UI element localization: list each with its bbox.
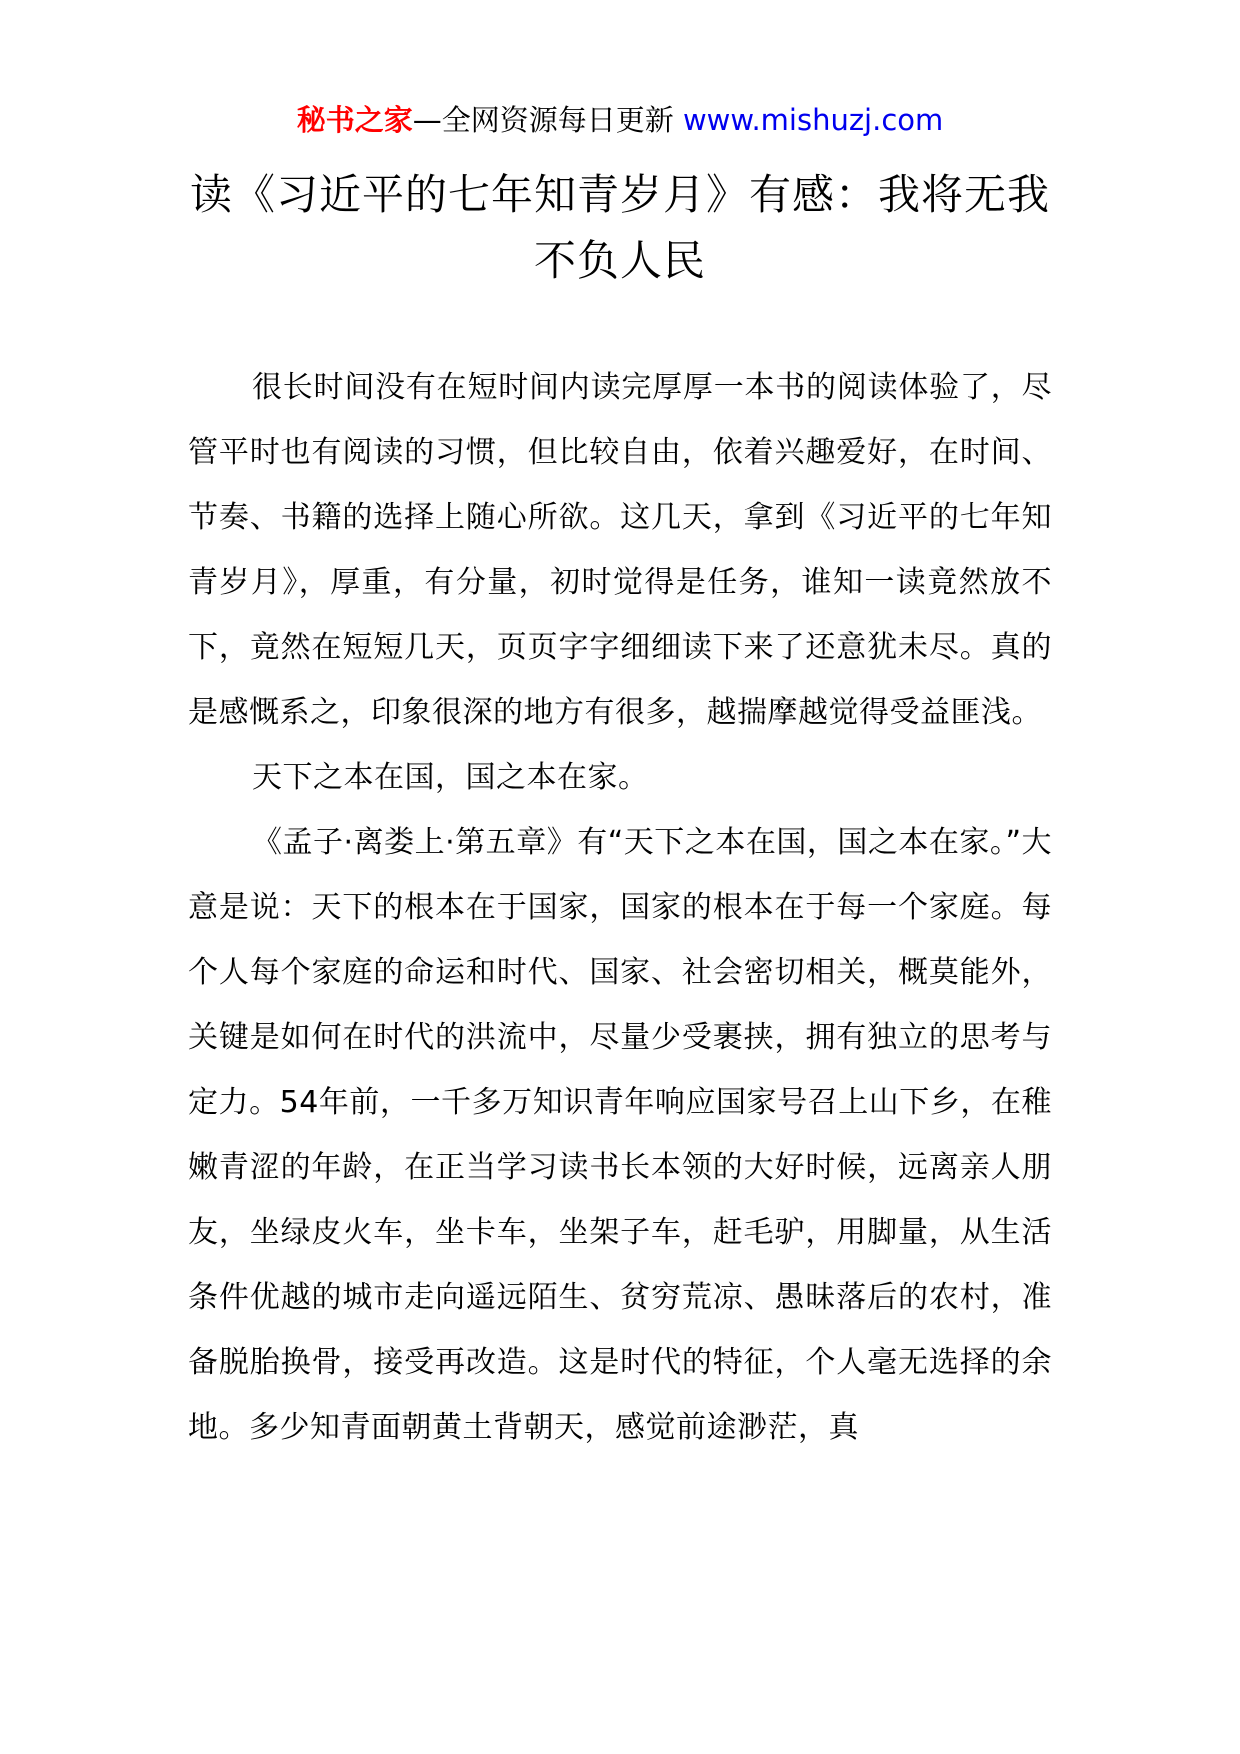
paragraph: 很长时间没有在短时间内读完厚厚一本书的阅读体验了，尽管平时也有阅读的习惯，但比较自由，依着兴趣爱好，在时间、节奏、书籍的选择上随心所欲。这几天，拿到《习近平的七年知青岁月》，厚重，有分量，初时觉得是任务，谁知一读竟然放不下，竟然在短短几天，页页字字细细读下来了还意犹未尽。真的是感慨系之，印象很深的地方有很多，越揣摩越觉得受益匪浅。 [188, 370, 1052, 730]
document-title: 读《习近平的七年知青岁月》有感：我将无我不负人民 [189, 170, 1050, 285]
paragraph: 天下之本在国，国之本在家。 [252, 760, 649, 795]
site-name: 秘书之家 [296, 103, 413, 137]
site-url-link[interactable]: www.mishuzj.com [682, 103, 944, 137]
paragraph: 《孟子·离娄上·第五章》有“天下之本在国，国之本在家。”大意是说：天下的根本在于国家，国家的根本在于每一个家庭。每个人每个家庭的命运和时代、国家、社会密切相关，概莫能外，关键是如何在时代的洪流中，尽量少受裹挟，拥有独立的思考与定力。54年前，一千多万知识青年响应国家号召上山下乡，在稚嫩青涩的年龄，在正当学习读书长本领的大好时候，远离亲人朋友，坐绿皮火车，坐卡车，坐架子车，赶毛驴，用脚量，从生活条件优越的城市走向遥远陌生、贫穷荒凉、愚昧落后的农村，准备脱胎换骨，接受再改造。这是时代的特征，个人毫无选择的余地。多少知青面朝黄土背朝天，感觉前途渺茫，真 [188, 825, 1052, 1445]
document-body [188, 355, 1052, 1460]
site-slogan: —全网资源每日更新 [412, 103, 674, 137]
site-header [0, 100, 1240, 140]
